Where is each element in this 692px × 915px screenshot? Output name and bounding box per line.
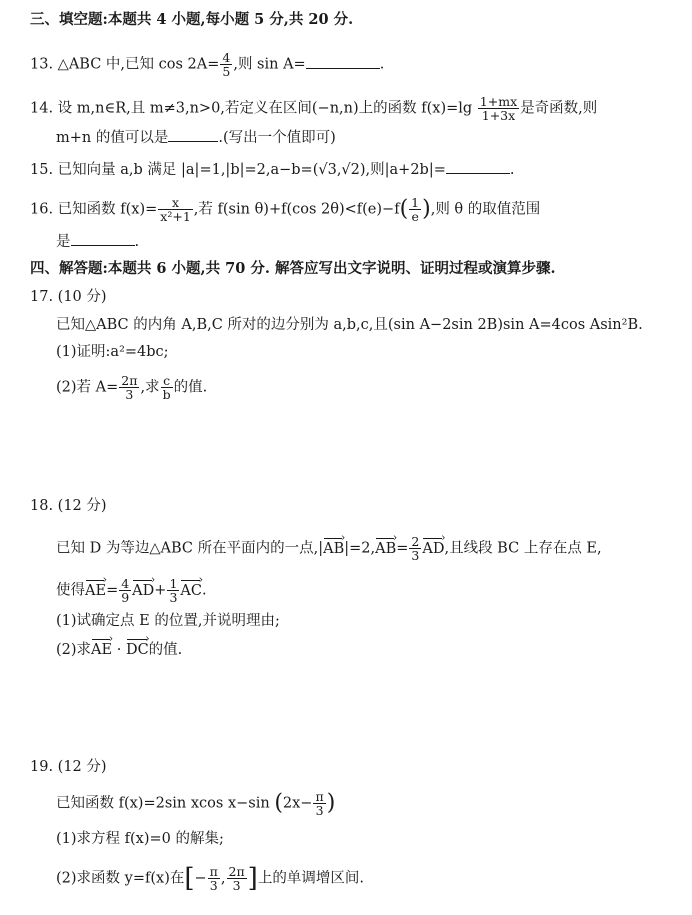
question-18-part2: [56, 638, 182, 660]
q18-frac-num: 2: [411, 534, 420, 549]
q18-vector-ab-2: AB ›: [375, 537, 396, 559]
q17-part2-frac2-num: c: [161, 374, 173, 388]
question-19-part2: [56, 865, 364, 892]
q14-fraction: [478, 95, 519, 122]
q15-text: 15. 已知向量 a,b 满足 |a|=1,|b|=2,a−b=(√3,√2),则|a+2b|=: [30, 162, 446, 178]
q19-part2-frac2-den: 3: [232, 878, 241, 893]
q19-part2-fraction: [208, 865, 220, 892]
question-17-part2: [56, 374, 207, 401]
q17-part2-suffix: 的值.: [173, 379, 208, 396]
question-18-part1: (1)试确定点 E 的位置,并说明理由;: [56, 613, 280, 629]
question-16-line2: 是 .: [56, 234, 140, 250]
q19-stem-inner: 2x−: [282, 795, 313, 812]
q18-line2-eq: =: [106, 582, 119, 599]
question-13: 13. △ABC 中,已知 cos 2A= $\frac{4}{5}$ ,则 sin A= .: [30, 50, 385, 79]
question-17-stem: 已知△ABC 的内角 A,B,C 所对的边分别为 a,b,c,且(sin A−2sin 2B)sin A=4cos Asin²B.: [56, 317, 643, 333]
q19-part2-prefix: (2)求函数 y=f(x)在: [56, 870, 185, 887]
q14-line2-suffix: .(写出一个值即可): [218, 130, 336, 146]
section-3-header: 三、填空题:本题共 4 小题,每小题 5 分,共 20 分.: [30, 11, 354, 28]
section-4-header: 四、解答题:本题共 6 小题,共 70 分. 解答应写出文字说明、证明过程或演算步骤.: [30, 260, 556, 277]
q18-stem-mid2: =: [396, 540, 409, 557]
q18-vector-ab: AB ›: [323, 537, 344, 559]
q16-right-paren: ): [422, 196, 431, 222]
q19-right-bracket: ]: [247, 863, 258, 894]
q19-frac-num: π: [315, 789, 324, 804]
q17-part2-frac-den: 3: [125, 387, 134, 402]
q18-frac-den: 3: [411, 548, 420, 563]
q14-frac-num: 1+mx: [479, 94, 518, 109]
q18-frac2-den: 9: [121, 590, 130, 605]
q17-part2-prefix: (2)若 A=: [56, 379, 119, 396]
question-16: [30, 196, 540, 223]
q19-part2-fraction-2: [227, 865, 247, 892]
q18-frac3-den: 3: [169, 590, 178, 605]
q17-part2-fraction-2: [161, 374, 173, 401]
q18-vector-ae: AE ›: [85, 579, 106, 601]
q18-part2-suffix: 的值.: [148, 642, 183, 658]
q13-prefix: 13. △ABC 中,已知 cos 2A=: [30, 56, 220, 73]
q16-frac-den: x²+1: [160, 209, 191, 224]
q16-answer-blank: [71, 233, 135, 246]
q16-line2-prefix: 是: [56, 234, 71, 250]
q19-part2-frac-num: π: [209, 864, 218, 879]
q18-stem-prefix: 已知 D 为等边△ABC 所在平面内的一点,|: [56, 540, 324, 557]
q13-frac-den: 5: [222, 64, 231, 79]
question-15: 15. 已知向量 a,b 满足 |a|=1,|b|=2,a−b=(√3,√2),则|a+2b|= .: [30, 162, 515, 178]
question-19-stem: [56, 790, 335, 817]
q14-suffix: 是奇函数,则: [520, 100, 598, 117]
q16-fraction-2: [409, 196, 421, 223]
q18-vector-ad: AD ›: [422, 537, 444, 559]
q16-frac-num: x: [158, 196, 193, 210]
question-19-title: 19. (12 分): [30, 759, 107, 775]
q19-part2-frac2-num: 2π: [228, 864, 245, 879]
q18-vector-ac: AC ›: [180, 579, 202, 601]
q19-left-paren: (: [274, 790, 283, 816]
q14-prefix: 14. 设 m,n∈R,且 m≠3,n>0,若定义在区间(−n,n)上的函数 f(x)=lg: [30, 100, 477, 117]
q16-middle: ,若 f(sin θ)+f(cos 2θ)<f(e)−f: [193, 201, 400, 218]
q18-part2-vector-dc: DC ›: [126, 638, 149, 660]
q18-part2-dot: ·: [112, 642, 126, 658]
q18-line2-suffix: .: [201, 582, 207, 599]
q18-stem-mid1: |=2,: [344, 540, 376, 557]
question-17-part1: (1)证明:a²=4bc;: [56, 344, 169, 360]
q14-line2-prefix: m+n 的值可以是: [56, 130, 169, 146]
question-18-title: 18. (12 分): [30, 498, 107, 514]
q18-frac2-num: 4: [121, 576, 130, 591]
q18-line2-plus: +: [154, 582, 167, 599]
q19-part2-comma: ,: [220, 870, 226, 887]
q16-fraction: [158, 196, 193, 223]
q16-left-paren: (: [399, 196, 409, 222]
q19-part2-neg: −: [194, 870, 207, 887]
q13-fraction: [220, 51, 232, 78]
q17-part2-frac-num: 2π: [121, 373, 138, 388]
q17-part2-middle: ,求: [140, 379, 160, 396]
q19-fraction: [313, 790, 325, 817]
q18-fraction: [409, 535, 421, 562]
q19-stem-prefix: 已知函数 f(x)=2sin xcos x−sin: [56, 795, 270, 812]
q17-part2-frac2-den: b: [162, 387, 171, 402]
q16-frac2-den: e: [411, 209, 419, 224]
q15-answer-blank: [446, 161, 510, 174]
question-19-part1: (1)求方程 f(x)=0 的解集;: [56, 831, 224, 847]
q16-frac2-num: 1: [411, 195, 420, 210]
q16-prefix: 16. 已知函数 f(x)=: [30, 201, 158, 218]
q13-answer-blank: [306, 56, 380, 69]
q14-answer-blank: [168, 129, 218, 142]
question-14-line2: [56, 128, 336, 148]
q17-part2-fraction: [119, 374, 139, 401]
q19-frac-den: 3: [315, 803, 324, 818]
question-18-line2: [56, 577, 207, 604]
question-18-stem: [56, 535, 602, 562]
q13-suffix: ,则 sin A=: [233, 56, 306, 73]
q19-left-bracket: [: [184, 863, 195, 894]
q18-frac3-num: 1: [169, 576, 178, 591]
q18-part2-vector-ae: AE ›: [91, 638, 112, 660]
q16-suffix: ,则 θ 的取值范围: [430, 201, 541, 218]
q18-line2-prefix: 使得: [56, 582, 85, 599]
question-14: [30, 95, 597, 122]
q18-stem-suffix: ,且线段 BC 上存在点 E,: [444, 540, 602, 557]
q19-part2-suffix: 上的单调增区间.: [257, 870, 364, 887]
q18-vector-ad-2: AD ›: [132, 579, 154, 601]
q14-frac-den: 1+3x: [481, 108, 516, 123]
q18-part2-prefix: (2)求: [56, 642, 92, 658]
question-17-title: 17. (10 分): [30, 289, 107, 305]
q19-right-paren: ): [326, 790, 336, 816]
q18-fraction-3: [167, 577, 179, 604]
q19-part2-frac-den: 3: [209, 878, 218, 893]
q18-fraction-2: [119, 577, 131, 604]
q13-frac-num: 4: [222, 50, 231, 65]
